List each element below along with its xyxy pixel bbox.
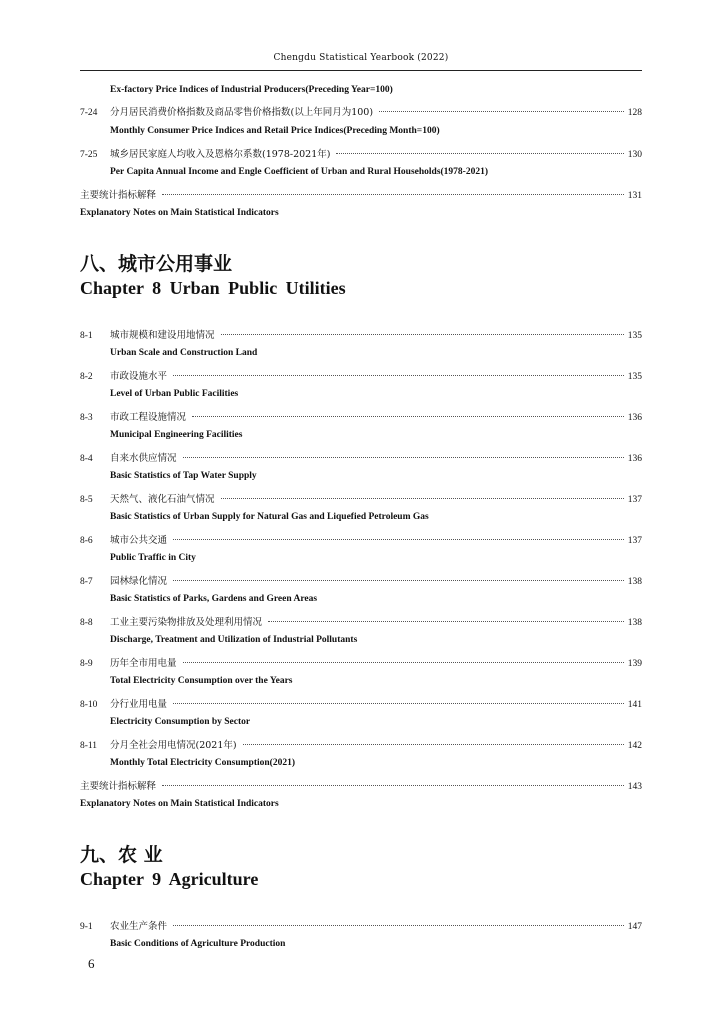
leader-dots [183, 661, 624, 663]
toc-entry-number: 8-3 [80, 413, 93, 423]
chapter-title-cn: 九、农 业 [80, 844, 163, 866]
toc-entry-page: 131 [627, 191, 642, 201]
toc-entry-title: 市政设施水平 [110, 371, 168, 382]
toc-entry-page: 136 [627, 454, 642, 464]
leader-dots [173, 538, 624, 540]
toc-entry-en: Municipal Engineering Facilities [110, 430, 243, 440]
toc-entry-en: Monthly Total Electricity Consumption(2021) [110, 758, 295, 768]
toc-entry-number: 8-11 [80, 741, 98, 751]
toc-entry[interactable] [80, 450, 642, 466]
chapter-title-en: Chapter 9 Agriculture [80, 869, 259, 889]
toc-entry[interactable] [80, 918, 642, 934]
toc-entry-en: Basic Conditions of Agriculture Production [110, 939, 286, 949]
toc-entry-title: 工业主要污染物排放及处理利用情况 [110, 617, 263, 628]
toc-entry-title: 历年全市用电量 [110, 658, 177, 669]
toc-entry[interactable] [80, 368, 642, 384]
toc-entry-title: 天然气、液化石油气情况 [110, 494, 215, 505]
toc-entry-number: 8-2 [80, 372, 93, 382]
leader-dots [173, 374, 624, 376]
leader-dots [173, 924, 624, 926]
toc-entry-page: 142 [627, 741, 642, 751]
toc-entry-page: 135 [627, 372, 642, 382]
toc-entry-en: Ex-factory Price Indices of Industrial Producers(Preceding Year=100) [110, 85, 393, 95]
toc-entry-title: 城乡居民家庭人均收入及恩格尔系数(1978-2021年) [110, 149, 331, 160]
toc-entry-en: Monthly Consumer Price Indices and Retail Price Indices(Preceding Month=100) [110, 126, 440, 136]
toc-entry-page: 130 [627, 150, 642, 160]
toc-entry[interactable] [80, 532, 642, 548]
toc-entry-number: 8-9 [80, 659, 93, 669]
toc-entry-title: 主要统计指标解释 [80, 190, 157, 201]
toc-entry-number: 8-4 [80, 454, 93, 464]
toc-entry-page: 141 [627, 700, 642, 710]
leader-dots [173, 702, 624, 704]
toc-entry-en: Basic Statistics of Tap Water Supply [110, 471, 257, 481]
toc-entry-number: 9-1 [80, 922, 93, 932]
toc-entry-en: Basic Statistics of Parks, Gardens and Green Areas [110, 594, 318, 604]
toc-entry-en: Public Traffic in City [110, 553, 196, 563]
toc-entry-title: 城市公共交通 [110, 535, 168, 546]
toc-entry-number: 8-8 [80, 618, 93, 628]
leader-dots [221, 333, 624, 335]
toc-entry-title: 分行业用电量 [110, 699, 168, 710]
leader-dots [221, 497, 624, 499]
toc-entry[interactable] [80, 409, 642, 425]
leader-dots [268, 620, 624, 622]
toc-entry-number: 8-10 [80, 700, 98, 710]
toc-entry[interactable] [80, 327, 642, 343]
toc-entry[interactable] [80, 491, 642, 507]
toc-entry[interactable] [80, 696, 642, 712]
toc-entry-title: 分月居民消费价格指数及商品零售价格指数(以上年同月为100) [110, 107, 374, 118]
toc-entry[interactable] [80, 778, 642, 794]
leader-dots [379, 110, 624, 112]
leader-dots [183, 456, 624, 458]
toc-entry[interactable] [80, 146, 642, 162]
leader-dots [243, 743, 624, 745]
toc-entry-number: 7-25 [80, 150, 98, 160]
page-number: 6 [88, 956, 95, 971]
toc-entry-page: 136 [627, 413, 642, 423]
leader-dots [173, 579, 624, 581]
toc-entry-en: Explanatory Notes on Main Statistical Indicators [80, 799, 279, 809]
toc-entry[interactable] [80, 187, 642, 203]
toc-entry-title: 城市规模和建设用地情况 [110, 330, 215, 341]
toc-entry-en: Total Electricity Consumption over the Years [110, 676, 293, 686]
toc-entry[interactable] [80, 655, 642, 671]
toc-entry-en: Discharge, Treatment and Utilization of Industrial Pollutants [110, 635, 358, 645]
toc-entry-page: 139 [627, 659, 642, 669]
toc-entry-number: 8-7 [80, 577, 93, 587]
toc-entry-page: 138 [627, 577, 642, 587]
toc-entry-page: 147 [627, 922, 642, 932]
toc-entry-en: Explanatory Notes on Main Statistical Indicators [80, 208, 279, 218]
toc-entry-page: 143 [627, 782, 642, 792]
toc-entry-page: 138 [627, 618, 642, 628]
toc-entry-title: 市政工程设施情况 [110, 412, 187, 423]
toc-entry[interactable] [80, 573, 642, 589]
toc-entry-en: Electricity Consumption by Sector [110, 717, 251, 727]
toc-entry-title: 园林绿化情况 [110, 576, 168, 587]
toc-entry-en: Per Capita Annual Income and Engle Coefficient of Urban and Rural Households(1978-2021) [110, 167, 489, 177]
toc-entry-en: Level of Urban Public Facilities [110, 389, 239, 399]
leader-dots [336, 152, 623, 154]
toc-entry-number: 8-1 [80, 331, 93, 341]
toc-entry-page: 135 [627, 331, 642, 341]
leader-dots [162, 193, 624, 195]
toc-entry-page: 137 [627, 495, 642, 505]
toc-entry[interactable] [80, 614, 642, 630]
toc-entry-page: 128 [627, 108, 642, 118]
toc-entry-en: Urban Scale and Construction Land [110, 348, 258, 358]
toc-entry[interactable] [80, 104, 642, 120]
toc-entry-number: 7-24 [80, 108, 98, 118]
chapter-title-en: Chapter 8 Urban Public Utilities [80, 278, 346, 298]
toc-entry[interactable] [80, 737, 642, 753]
leader-dots [162, 784, 624, 786]
leader-dots [192, 415, 624, 417]
toc-entry-title: 分月全社会用电情况(2021年) [110, 740, 237, 751]
running-header: Chengdu Statistical Yearbook (2022) [273, 53, 449, 63]
header-rule [80, 70, 642, 71]
chapter-title-cn: 八、城市公用事业 [80, 253, 233, 275]
toc-entry-title: 主要统计指标解释 [80, 781, 157, 792]
toc-entry-number: 8-6 [80, 536, 93, 546]
toc-entry-title: 农业生产条件 [110, 921, 168, 932]
toc-entry-number: 8-5 [80, 495, 93, 505]
toc-entry-page: 137 [627, 536, 642, 546]
toc-entry-en: Basic Statistics of Urban Supply for Natural Gas and Liquefied Petroleum Gas [110, 512, 429, 522]
toc-entry-title: 自来水供应情况 [110, 453, 177, 464]
